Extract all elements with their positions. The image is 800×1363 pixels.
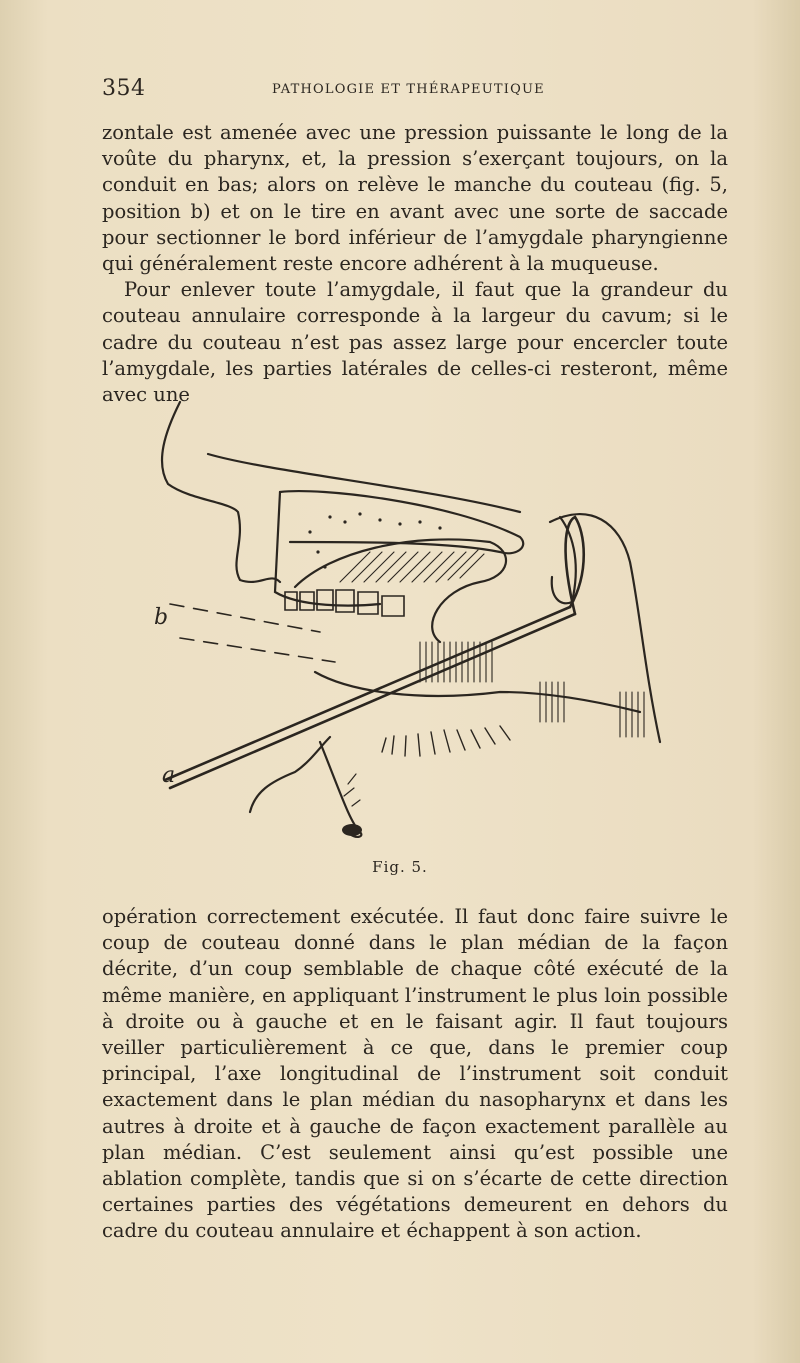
palate-dot bbox=[316, 550, 319, 553]
palate-dot bbox=[398, 522, 401, 525]
body-text-top bbox=[102, 120, 728, 408]
paragraph-lateral-cuts: opération correctement exécutée. Il faut donc faire suivre le coup de couteau donné dans le plan médian de la façon décrite, d’un coup semblable de chaque côté exécuté de la même manière, en appliquant l’instrument le plus loin possible à droite ou à gauche et en le faisant agir. Il faut toujours veiller particulièrement à ce que, dans le premier coup principal, l’axe longitudinal de l’instrument soit conduit exactement dans le plan médian du nasopharynx et dans les autres à droite et à gauche de façon exactement parallèle au plan médian. C’est seulement ainsi qu’est possible une ablation complète, tandis que si on s’écarte de cette direction certaines parties des végétations demeurent en dehors du cadre du couteau annulaire et échappent à son action. bbox=[102, 905, 728, 1243]
paragraph-amygdala-removal: Pour enlever toute l’amygdale, il faut que la grandeur du couteau annulaire corresponde à la largeur du cavum; si le cadre du couteau n’est pas assez large pour encercler toute l’amygdale, les parties latérales de celles-ci resteront, même avec une bbox=[102, 278, 728, 407]
teeth-row bbox=[285, 590, 404, 616]
hyoid-tip bbox=[342, 824, 362, 836]
figure-label-b: b bbox=[154, 605, 169, 630]
position-b-dashed-2 bbox=[180, 638, 335, 662]
face-profile bbox=[162, 402, 280, 582]
nasal-cavity bbox=[275, 492, 380, 606]
palate-dot bbox=[358, 512, 361, 515]
running-title: PATHOLOGIE ET THÉRAPEUTIQUE bbox=[272, 82, 545, 97]
nasopharynx-illustration bbox=[120, 392, 680, 852]
adenoid-outline bbox=[552, 517, 576, 603]
cavity-marks bbox=[382, 726, 510, 756]
body-text-bottom bbox=[102, 904, 728, 1245]
page-header bbox=[102, 76, 728, 104]
curette-handle-lower bbox=[170, 614, 575, 788]
palate-dot bbox=[328, 515, 331, 518]
small-marks bbox=[344, 774, 360, 806]
figure-caption: Fig. 5. bbox=[372, 858, 428, 876]
paragraph-continuation: zontale est amenée avec une pression puissante le long de la voûte du pharynx, et, la pression s’exerçant toujours, on la conduit en bas; alors on relève le manche du couteau (fig. 5, position b) et on le tire en avant avec une sorte de saccade pour sectionner le bord inférieur de l’amygdale pharyngienne qui généralement reste encore adhérent à la muqueuse. bbox=[102, 121, 728, 276]
palate-dot bbox=[343, 520, 346, 523]
page-number: 354 bbox=[102, 76, 146, 101]
palate-dot bbox=[308, 530, 311, 533]
palate-dot bbox=[323, 565, 326, 568]
nasal-line bbox=[208, 454, 520, 512]
curette-handle bbox=[165, 607, 570, 780]
figure-nasopharynx-curette bbox=[120, 392, 680, 852]
tongue-hatching bbox=[340, 550, 484, 582]
figure-label-a: a bbox=[162, 763, 176, 788]
palate-outline bbox=[280, 491, 523, 553]
hyoid-curve bbox=[320, 742, 361, 837]
palate-dot bbox=[418, 520, 421, 523]
palate-dot bbox=[438, 526, 441, 529]
palate-dot bbox=[378, 518, 381, 521]
